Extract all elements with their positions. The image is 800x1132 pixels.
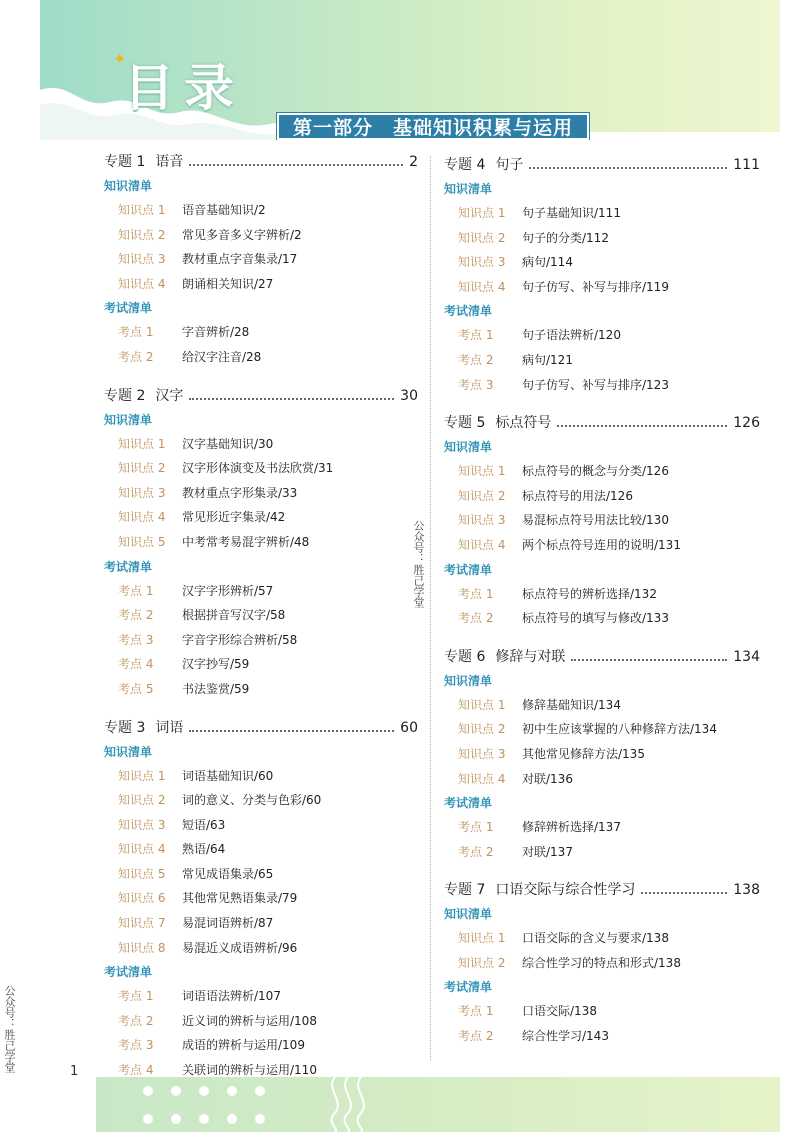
toc-entry[interactable] bbox=[444, 275, 760, 300]
toc-entry[interactable] bbox=[104, 481, 418, 506]
column-divider bbox=[430, 156, 431, 1061]
entry-tag: 知识点 1 bbox=[118, 768, 166, 783]
topic-heading[interactable] bbox=[444, 878, 760, 902]
entry-tag: 知识点 2 bbox=[118, 793, 166, 808]
part-banner: 第一部分 基础知识积累与运用 bbox=[277, 113, 589, 140]
entry-text: 常见成语集录/65 bbox=[182, 866, 274, 881]
group-label: 考试清单 bbox=[104, 301, 153, 316]
entry-tag: 考点 1 bbox=[118, 989, 154, 1004]
toc-entry[interactable] bbox=[104, 505, 418, 530]
topic-title: 口语交际与综合性学习 bbox=[495, 882, 636, 899]
entry-tag: 知识点 2 bbox=[458, 955, 506, 970]
entry-tag: 考点 2 bbox=[458, 352, 494, 367]
entry-tag: 知识点 3 bbox=[118, 817, 166, 832]
entry-tag: 考点 2 bbox=[118, 608, 154, 623]
entry-text: 对联/137 bbox=[522, 844, 573, 859]
entry-text: 句子的分类/112 bbox=[522, 230, 609, 245]
toc-entry[interactable] bbox=[444, 323, 760, 348]
entry-tag: 考点 4 bbox=[118, 657, 154, 672]
topic-page: 126 bbox=[733, 415, 760, 432]
toc-entry[interactable] bbox=[104, 223, 418, 248]
entry-text: 病句/121 bbox=[522, 352, 573, 367]
entry-tag: 考点 1 bbox=[118, 583, 154, 598]
toc-entry[interactable] bbox=[444, 373, 760, 398]
entry-text: 朗诵相关知识/27 bbox=[182, 276, 274, 291]
group-label: 考试清单 bbox=[444, 562, 493, 577]
entry-text: 句子仿写、补写与排序/123 bbox=[522, 377, 669, 392]
topic-number: 专题 4 bbox=[444, 157, 486, 173]
entry-tag: 知识点 5 bbox=[118, 866, 166, 881]
toc-entry[interactable] bbox=[444, 951, 760, 976]
toc-entry[interactable] bbox=[104, 272, 418, 297]
topic-title: 句子 bbox=[495, 157, 524, 173]
entry-text: 句子语法辨析/120 bbox=[522, 328, 621, 343]
entry-text: 初中生应该掌握的八种修辞方法/134 bbox=[522, 722, 717, 737]
topic-heading[interactable] bbox=[444, 411, 760, 435]
entry-tag: 知识点 1 bbox=[118, 203, 166, 217]
entry-tag: 知识点 5 bbox=[118, 534, 166, 549]
entry-text: 易混标点符号用法比较/130 bbox=[522, 513, 669, 528]
group-label: 知识清单 bbox=[104, 412, 153, 427]
entry-tag: 知识点 4 bbox=[118, 842, 166, 857]
entry-tag: 知识点 4 bbox=[118, 276, 166, 291]
footer-dots-decoration bbox=[130, 1077, 390, 1132]
toc-entry[interactable] bbox=[104, 628, 418, 653]
entry-tag: 知识点 3 bbox=[118, 252, 166, 267]
entry-tag: 考点 2 bbox=[118, 349, 154, 364]
topic-number: 专题 2 bbox=[104, 387, 146, 404]
toc-entry[interactable] bbox=[444, 840, 760, 865]
topic-number: 专题 3 bbox=[104, 719, 146, 736]
dot-leader bbox=[641, 892, 727, 894]
entry-text: 标点符号的填写与修改/133 bbox=[522, 611, 669, 626]
toc-entry[interactable] bbox=[104, 579, 418, 604]
toc-entry[interactable] bbox=[444, 533, 760, 558]
entry-text: 修辞基础知识/134 bbox=[522, 697, 621, 712]
toc-entry[interactable] bbox=[104, 1033, 418, 1058]
toc-entry[interactable] bbox=[104, 247, 418, 272]
section-gap bbox=[444, 631, 760, 645]
topic-title: 语音 bbox=[155, 154, 184, 170]
entry-text: 标点符号的概念与分类/126 bbox=[522, 464, 669, 479]
entry-text: 标点符号的辨析选择/132 bbox=[522, 586, 657, 601]
topic-page: 2 bbox=[409, 154, 418, 170]
topic-page: 134 bbox=[733, 648, 760, 665]
entry-text: 汉字抄写/59 bbox=[182, 657, 250, 672]
section-gap bbox=[104, 370, 418, 384]
toc-entry[interactable] bbox=[104, 677, 418, 702]
toc-entry[interactable] bbox=[104, 456, 418, 481]
entry-tag: 考点 1 bbox=[458, 1004, 494, 1019]
group-label: 知识清单 bbox=[444, 440, 493, 455]
topic-heading[interactable] bbox=[104, 716, 418, 740]
toc-entry[interactable] bbox=[104, 911, 418, 936]
dot-leader bbox=[529, 167, 727, 169]
entry-tag: 知识点 1 bbox=[458, 931, 506, 946]
group-label: 知识清单 bbox=[444, 907, 493, 922]
entry-tag: 考点 1 bbox=[458, 820, 494, 835]
entry-tag: 知识点 1 bbox=[118, 436, 166, 451]
topic-number: 专题 7 bbox=[444, 882, 486, 899]
entry-tag: 知识点 3 bbox=[458, 746, 506, 761]
entry-text: 书法鉴赏/59 bbox=[182, 681, 250, 696]
entry-text: 汉字字形辨析/57 bbox=[182, 583, 274, 598]
entry-tag: 知识点 3 bbox=[118, 485, 166, 500]
topic-number: 专题 5 bbox=[444, 415, 486, 432]
group-label: 考试清单 bbox=[444, 796, 493, 811]
entry-text: 关联词的辨析与运用/110 bbox=[182, 1063, 317, 1078]
entry-tag: 知识点 4 bbox=[458, 537, 506, 552]
entry-tag: 知识点 3 bbox=[458, 255, 506, 270]
group-label: 知识清单 bbox=[444, 182, 493, 196]
dot-leader bbox=[189, 164, 403, 166]
entry-text: 成语的辨析与运用/109 bbox=[182, 1038, 305, 1053]
dot-leader bbox=[189, 398, 394, 400]
entry-tag: 考点 2 bbox=[458, 611, 494, 626]
entry-tag: 考点 2 bbox=[458, 1029, 494, 1044]
toc-entry[interactable] bbox=[104, 345, 418, 370]
toc-entry[interactable] bbox=[444, 926, 760, 951]
group-label: 考试清单 bbox=[104, 559, 153, 574]
topic-heading[interactable] bbox=[104, 150, 418, 174]
toc-entry[interactable] bbox=[444, 742, 760, 767]
entry-tag: 考点 2 bbox=[458, 844, 494, 859]
entry-tag: 知识点 7 bbox=[118, 916, 166, 931]
group-label: 考试清单 bbox=[104, 965, 153, 980]
entry-text: 语音基础知识/2 bbox=[182, 203, 266, 217]
toc-entry[interactable] bbox=[444, 815, 760, 840]
toc-entry[interactable] bbox=[444, 508, 760, 533]
entry-tag: 考点 2 bbox=[118, 1013, 154, 1028]
entry-text: 病句/114 bbox=[522, 255, 573, 270]
entry-text: 熟语/64 bbox=[182, 842, 226, 857]
entry-text: 词语语法辨析/107 bbox=[182, 989, 281, 1004]
entry-tag: 考点 4 bbox=[118, 1063, 154, 1078]
toc-entry[interactable] bbox=[104, 837, 418, 862]
toc-left-column bbox=[104, 150, 418, 1083]
entry-tag: 知识点 4 bbox=[458, 279, 506, 294]
topic-title: 标点符号 bbox=[495, 415, 552, 432]
entry-tag: 知识点 1 bbox=[458, 206, 506, 220]
entry-text: 句子基础知识/111 bbox=[522, 206, 621, 220]
entry-tag: 考点 1 bbox=[458, 328, 494, 343]
topic-page: 111 bbox=[733, 157, 760, 173]
topic-title: 汉字 bbox=[155, 387, 184, 404]
entry-text: 短语/63 bbox=[182, 817, 226, 832]
entry-text: 教材重点字音集录/17 bbox=[182, 252, 298, 267]
entry-tag: 知识点 1 bbox=[458, 464, 506, 479]
star-icon: ✦ bbox=[113, 49, 127, 68]
group-label: 知识清单 bbox=[104, 744, 153, 759]
entry-text: 两个标点符号连用的说明/131 bbox=[522, 537, 681, 552]
group-label: 考试清单 bbox=[444, 980, 493, 995]
entry-tag: 知识点 4 bbox=[118, 510, 166, 525]
entry-tag: 知识点 2 bbox=[118, 227, 166, 242]
entry-tag: 知识点 2 bbox=[458, 722, 506, 737]
entry-tag: 知识点 1 bbox=[458, 697, 506, 712]
toc-entry[interactable] bbox=[444, 201, 760, 226]
topic-heading[interactable] bbox=[444, 645, 760, 669]
group-label: 知识清单 bbox=[444, 673, 493, 688]
entry-tag: 知识点 3 bbox=[458, 513, 506, 528]
toc-entry[interactable] bbox=[104, 320, 418, 345]
toc-entry[interactable] bbox=[444, 348, 760, 373]
dot-leader bbox=[189, 730, 394, 732]
entry-text: 易混近义成语辨析/96 bbox=[182, 940, 298, 955]
entry-text: 汉字基础知识/30 bbox=[182, 436, 274, 451]
topic-title: 修辞与对联 bbox=[495, 648, 566, 665]
entry-tag: 知识点 2 bbox=[118, 461, 166, 476]
entry-tag: 知识点 4 bbox=[458, 771, 506, 786]
entry-tag: 考点 1 bbox=[458, 586, 494, 601]
topic-page: 60 bbox=[400, 719, 418, 736]
toc-entry[interactable] bbox=[444, 226, 760, 251]
entry-text: 汉字形体演变及书法欣赏/31 bbox=[182, 461, 334, 476]
entry-text: 其他常见熟语集录/79 bbox=[182, 891, 298, 906]
page-title: 目录 bbox=[124, 59, 244, 117]
entry-text: 常见多音多义字辨析/2 bbox=[182, 227, 302, 242]
toc-entry[interactable] bbox=[104, 886, 418, 911]
topic-title: 词语 bbox=[155, 719, 184, 736]
toc-entry[interactable] bbox=[444, 999, 760, 1024]
toc-entry[interactable] bbox=[104, 652, 418, 677]
toc-entry[interactable] bbox=[444, 717, 760, 742]
group-label: 知识清单 bbox=[104, 179, 153, 193]
toc-entry[interactable] bbox=[444, 1024, 760, 1049]
toc-entry[interactable] bbox=[104, 764, 418, 789]
toc-entry[interactable] bbox=[104, 788, 418, 813]
entry-text: 字音字形综合辨析/58 bbox=[182, 632, 298, 647]
entry-tag: 考点 3 bbox=[458, 377, 494, 392]
entry-tag: 考点 5 bbox=[118, 681, 154, 696]
section-gap bbox=[104, 702, 418, 716]
entry-text: 词语基础知识/60 bbox=[182, 768, 274, 783]
entry-tag: 考点 3 bbox=[118, 1038, 154, 1053]
toc-entry[interactable] bbox=[444, 582, 760, 607]
topic-heading[interactable] bbox=[444, 153, 760, 177]
entry-text: 词的意义、分类与色彩/60 bbox=[182, 793, 322, 808]
toc-entry[interactable] bbox=[104, 432, 418, 457]
entry-text: 近义词的辨析与运用/108 bbox=[182, 1013, 317, 1028]
toc-entry[interactable] bbox=[444, 484, 760, 509]
toc-entry[interactable] bbox=[104, 984, 418, 1009]
topic-page: 30 bbox=[400, 387, 418, 404]
toc-entry[interactable] bbox=[444, 606, 760, 631]
entry-tag: 知识点 8 bbox=[118, 940, 166, 955]
entry-text: 根据拼音写汉字/58 bbox=[182, 608, 286, 623]
entry-text: 教材重点字形集录/33 bbox=[182, 485, 298, 500]
dot-leader bbox=[571, 659, 727, 661]
page-number: 1 bbox=[70, 1064, 79, 1079]
section-gap bbox=[444, 397, 760, 411]
group-label: 考试清单 bbox=[444, 304, 493, 319]
toc-entry[interactable] bbox=[444, 693, 760, 718]
entry-text: 综合性学习的特点和形式/138 bbox=[522, 955, 681, 970]
entry-text: 修辞辨析选择/137 bbox=[522, 820, 621, 835]
section-gap bbox=[444, 864, 760, 878]
topic-number: 专题 1 bbox=[104, 154, 146, 170]
watermark-left: 公众号：胜己学堂 bbox=[3, 985, 16, 1073]
topic-number: 专题 6 bbox=[444, 648, 486, 665]
topic-heading[interactable] bbox=[104, 384, 418, 408]
entry-text: 标点符号的用法/126 bbox=[522, 488, 633, 503]
toc-entry[interactable] bbox=[104, 603, 418, 628]
watermark-middle: 公众号：胜己学堂 bbox=[412, 520, 425, 608]
entry-text: 其他常见修辞方法/135 bbox=[522, 746, 645, 761]
entry-tag: 知识点 2 bbox=[458, 230, 506, 245]
entry-text: 常见形近字集录/42 bbox=[182, 510, 286, 525]
toc-entry[interactable] bbox=[444, 767, 760, 792]
topic-page: 138 bbox=[733, 882, 760, 899]
toc-entry[interactable] bbox=[104, 813, 418, 838]
toc-entry[interactable] bbox=[104, 862, 418, 887]
entry-text: 对联/136 bbox=[522, 771, 573, 786]
toc-entry[interactable] bbox=[104, 1009, 418, 1034]
entry-text: 中考常考易混字辨析/48 bbox=[182, 534, 310, 549]
toc-entry[interactable] bbox=[444, 250, 760, 275]
entry-text: 易混词语辨析/87 bbox=[182, 916, 274, 931]
entry-text: 综合性学习/143 bbox=[522, 1029, 609, 1044]
entry-tag: 考点 3 bbox=[118, 632, 154, 647]
entry-text: 字音辨析/28 bbox=[182, 325, 250, 340]
entry-tag: 考点 1 bbox=[118, 325, 154, 340]
entry-text: 口语交际的含义与要求/138 bbox=[522, 931, 669, 946]
toc-entry[interactable] bbox=[104, 198, 418, 223]
toc-right-column bbox=[444, 153, 760, 1049]
entry-text: 口语交际/138 bbox=[522, 1004, 597, 1019]
entry-tag: 知识点 6 bbox=[118, 891, 166, 906]
toc-entry[interactable] bbox=[104, 936, 418, 961]
toc-entry[interactable] bbox=[104, 530, 418, 555]
entry-tag: 知识点 2 bbox=[458, 488, 506, 503]
toc-entry[interactable] bbox=[444, 459, 760, 484]
entry-text: 给汉字注音/28 bbox=[182, 349, 262, 364]
entry-text: 句子仿写、补写与排序/119 bbox=[522, 279, 669, 294]
dot-leader bbox=[557, 425, 727, 427]
